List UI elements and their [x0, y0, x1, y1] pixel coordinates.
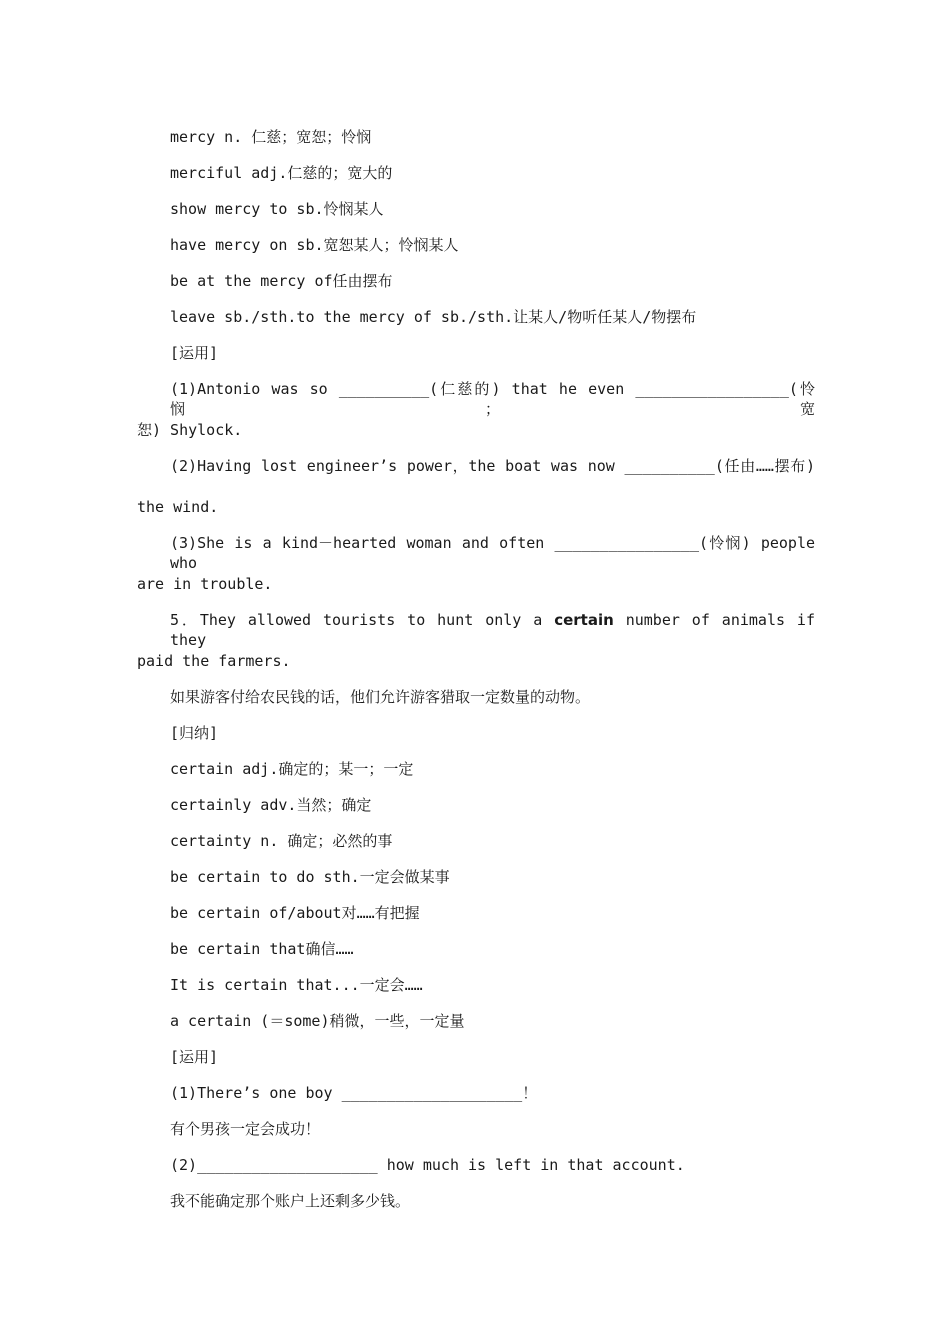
keyword-certain: certain — [554, 611, 614, 629]
exercise-continuation: 恕) Shylock. — [137, 421, 243, 439]
exercise-line: (3)She is a kind－hearted woman and often ________________(怜悯) people who — [170, 534, 815, 572]
vocab-line: certainty n. 确定；必然的事 — [170, 832, 393, 850]
section-label-apply: [运用] — [170, 344, 219, 362]
vocab-line: be certain of/about对……有把握 — [170, 904, 420, 922]
vocab-line: show mercy to sb.怜悯某人 — [170, 200, 384, 218]
exercise-continuation: are in trouble. — [137, 575, 273, 593]
exercise-line: (1)There’s one boy ____________________！ — [170, 1084, 538, 1102]
sentence-continuation: paid the farmers. — [137, 652, 291, 670]
vocab-line: merciful adj.仁慈的；宽大的 — [170, 164, 393, 182]
exercise-translation: 我不能确定那个账户上还剩多少钱。 — [170, 1192, 411, 1210]
exercise-line: (2)Having lost engineer’s power，the boat was now __________(任由……摆布) — [170, 457, 815, 475]
exercise-translation: 有个男孩一定会成功！ — [170, 1120, 321, 1138]
vocab-line: It is certain that...一定会…… — [170, 976, 423, 994]
sentence-end: number of animals if they — [170, 611, 815, 649]
vocab-line: be certain that确信…… — [170, 940, 354, 958]
sentence-translation: 如果游客付给农民钱的话，他们允许游客猎取一定数量的动物。 — [170, 688, 591, 706]
sentence-start: 5．They allowed tourists to hunt only a — [170, 611, 555, 629]
vocab-line: leave sb./sth.to the mercy of sb./sth.让某人/物听任某人/物摆布 — [170, 308, 697, 326]
exercise-line: (1)Antonio was so __________(仁慈的) that he even _________________(怜悯；宽 — [170, 380, 815, 418]
vocab-line: have mercy on sb.宽恕某人；怜悯某人 — [170, 236, 459, 254]
exercise-continuation: the wind. — [137, 498, 219, 516]
vocab-line: a certain (＝some)稍微，一些，一定量 — [170, 1012, 465, 1030]
exercise-line: (2)____________________ how much is left in that account. — [170, 1156, 685, 1174]
vocab-line: certainly adv.当然；确定 — [170, 796, 372, 814]
vocab-line: be certain to do sth.一定会做某事 — [170, 868, 450, 886]
example-sentence — [170, 610, 815, 650]
section-label-apply: [运用] — [170, 1048, 219, 1066]
vocab-line: be at the mercy of任由摆布 — [170, 272, 393, 290]
vocab-line: mercy n. 仁慈；宽恕；怜悯 — [170, 128, 372, 146]
vocab-line: certain adj.确定的；某一；一定 — [170, 760, 414, 778]
section-label-summary: [归纳] — [170, 724, 219, 742]
